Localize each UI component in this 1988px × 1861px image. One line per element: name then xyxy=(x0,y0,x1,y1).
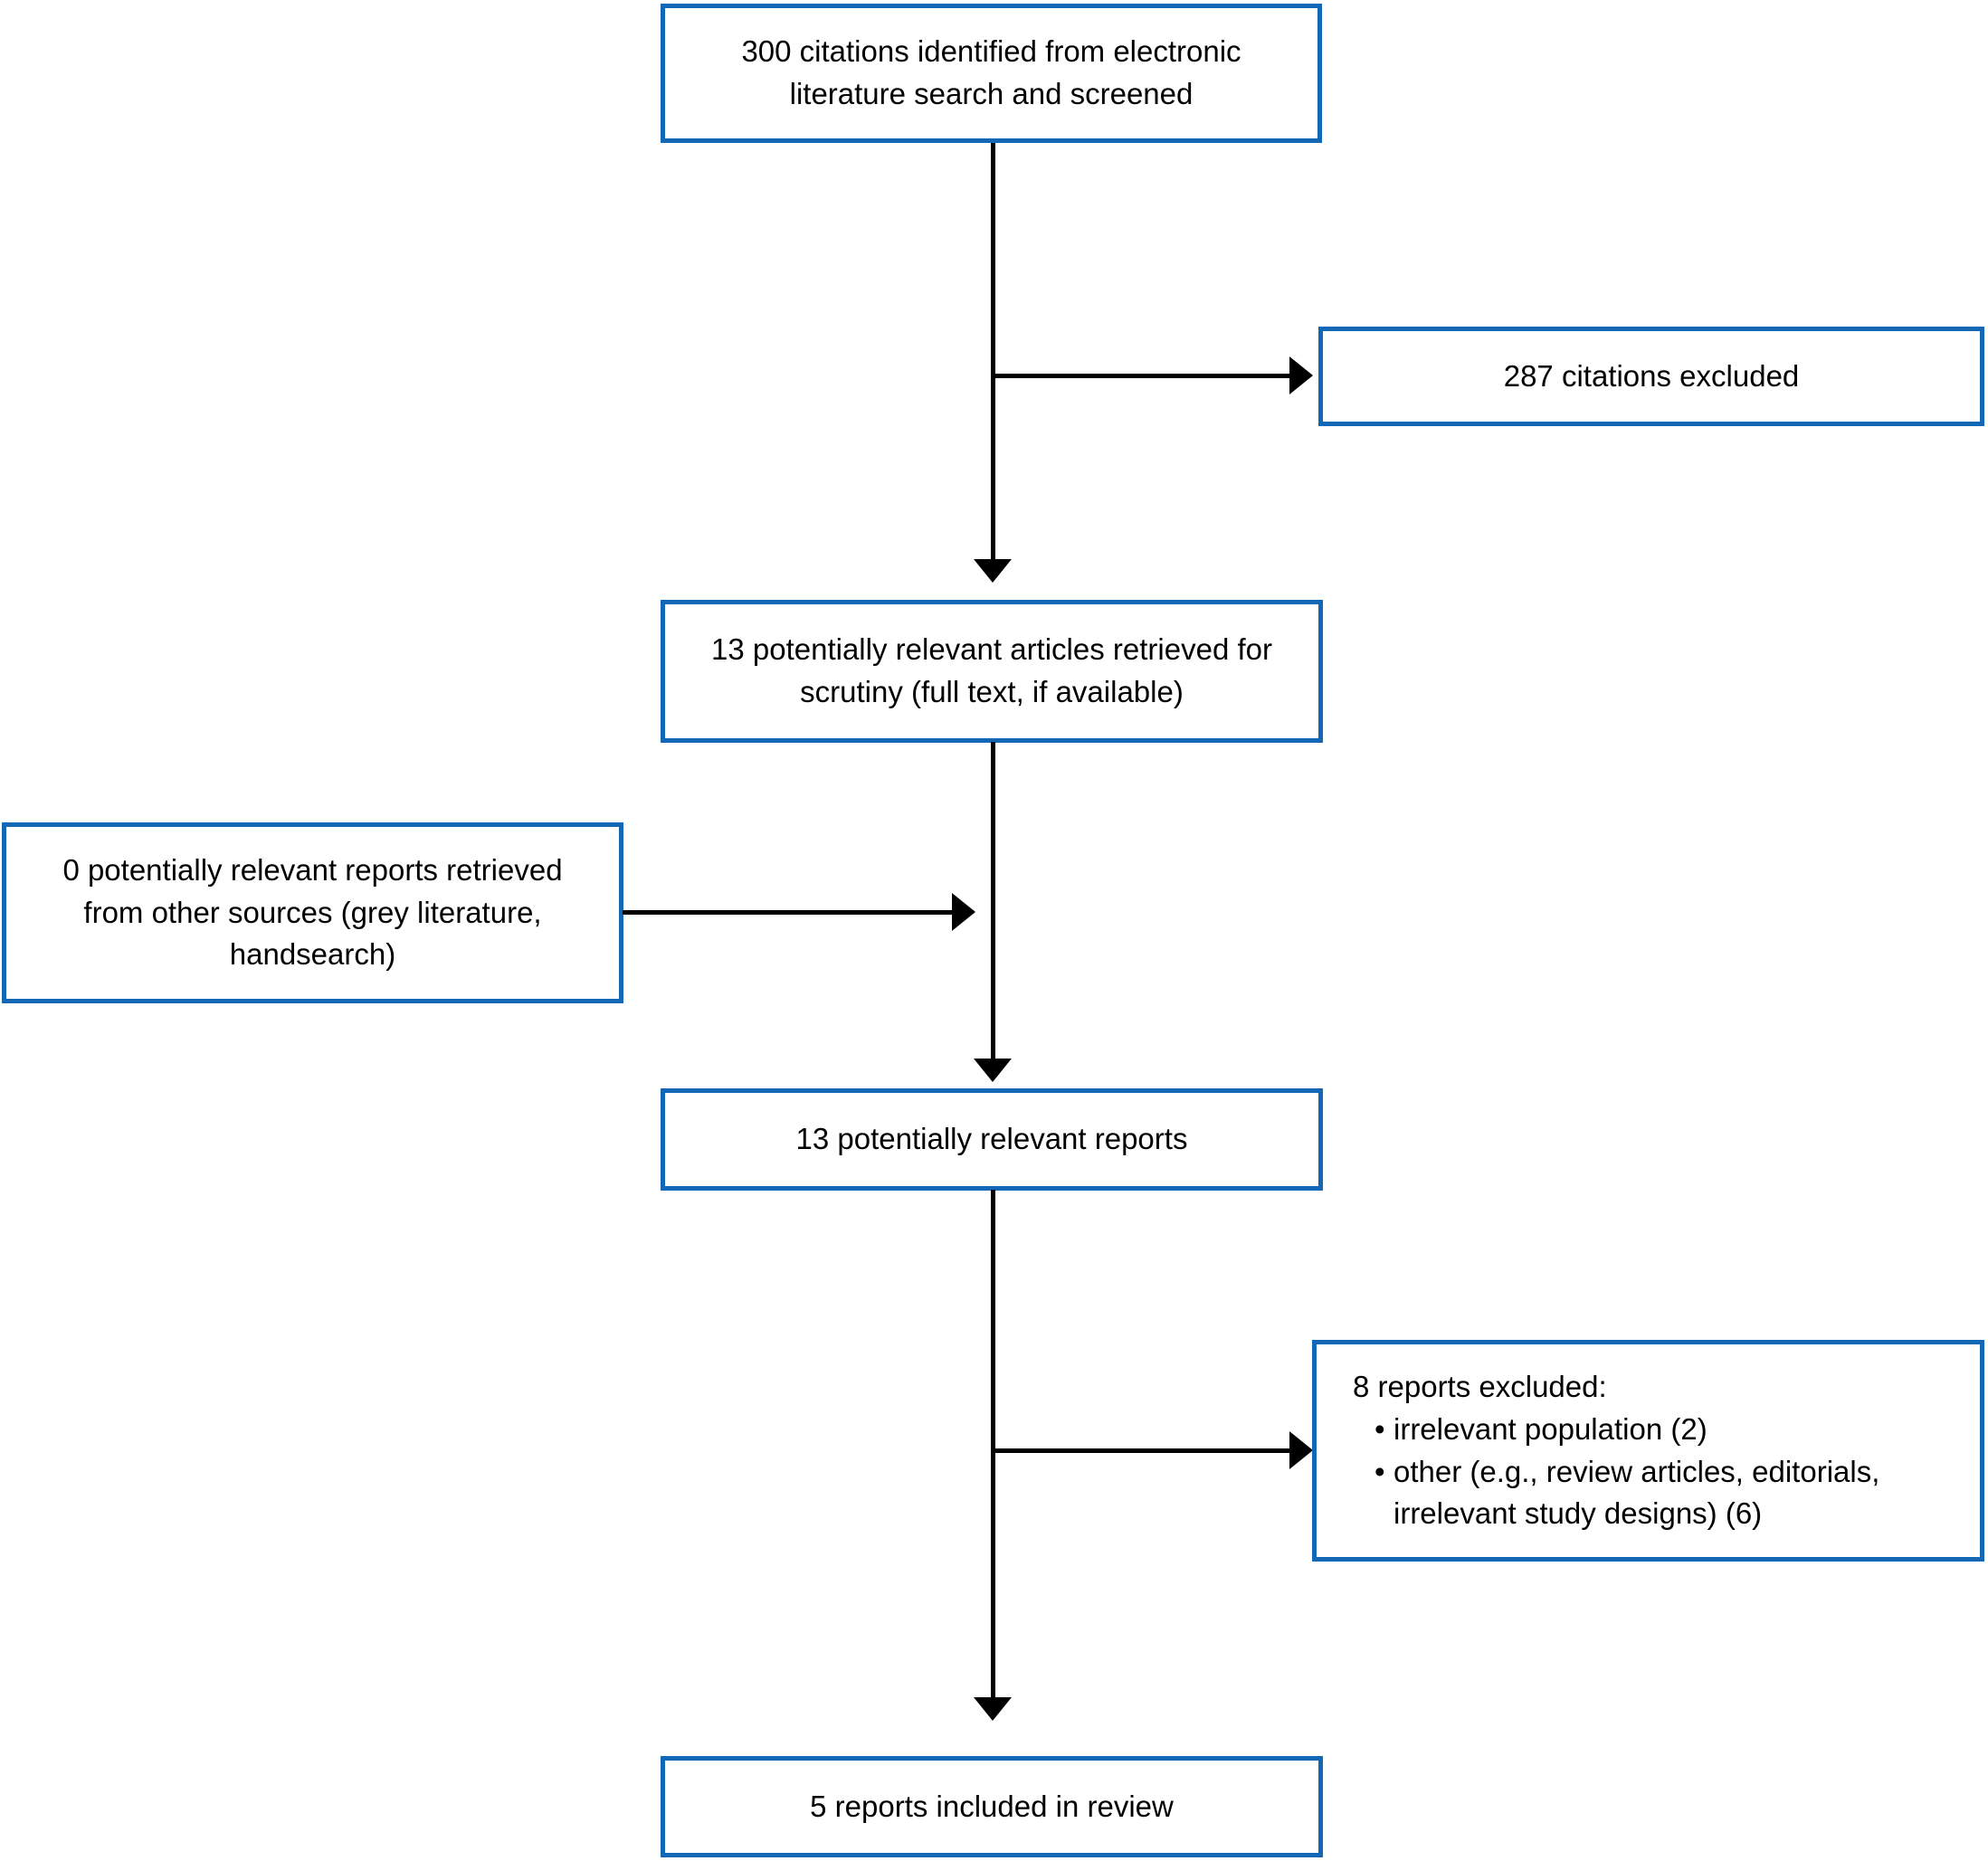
arrowhead-right-from-other-sources xyxy=(952,893,975,931)
arrowhead-down-to-retrieved xyxy=(974,559,1012,583)
relevant-reports-text: 13 potentially relevant reports xyxy=(795,1122,1188,1156)
reports-excluded-item: • other (e.g., review articles, editorials, irrelevant study designs) (6) xyxy=(1353,1451,1962,1536)
included-reports-box xyxy=(661,1756,1323,1857)
reports-excluded-item: • irrelevant population (2) xyxy=(1353,1409,1962,1451)
flow-line-branch-reports-excluded xyxy=(993,1448,1291,1453)
reports-excluded-list xyxy=(1353,1409,1962,1536)
included-reports-text: 5 reports included in review xyxy=(810,1789,1174,1823)
arrowhead-right-to-citations-excluded xyxy=(1289,356,1313,394)
flow-line-retrieved-to-reports xyxy=(991,742,995,1060)
citations-excluded-text: 287 citations excluded xyxy=(1503,358,1800,393)
flow-line-other-sources xyxy=(623,910,954,915)
arrowhead-down-to-reports xyxy=(974,1059,1012,1082)
retrieved-articles-text: 13 potentially relevant articles retrieved for scrutiny (full text, if available) xyxy=(711,632,1272,708)
other-sources-text: 0 potentially relevant reports retrieved from other sources (grey literature, handsearch) xyxy=(62,852,563,972)
citations-excluded-box xyxy=(1318,327,1984,426)
identified-citations-text: 300 citations identified from electronic literature search and screened xyxy=(741,34,1241,110)
arrowhead-down-to-included xyxy=(974,1697,1012,1721)
flow-line-identified-to-retrieved xyxy=(991,143,995,561)
reports-excluded-box xyxy=(1312,1340,1984,1562)
flow-line-reports-to-included xyxy=(991,1190,995,1699)
relevant-reports-box xyxy=(661,1088,1323,1191)
arrowhead-right-to-reports-excluded xyxy=(1289,1431,1313,1469)
identified-citations-box xyxy=(661,4,1322,143)
retrieved-articles-box xyxy=(661,600,1323,743)
flow-line-branch-citations-excluded xyxy=(993,374,1291,378)
reports-excluded-title: 8 reports excluded: xyxy=(1353,1369,1607,1403)
other-sources-box xyxy=(2,822,623,1003)
